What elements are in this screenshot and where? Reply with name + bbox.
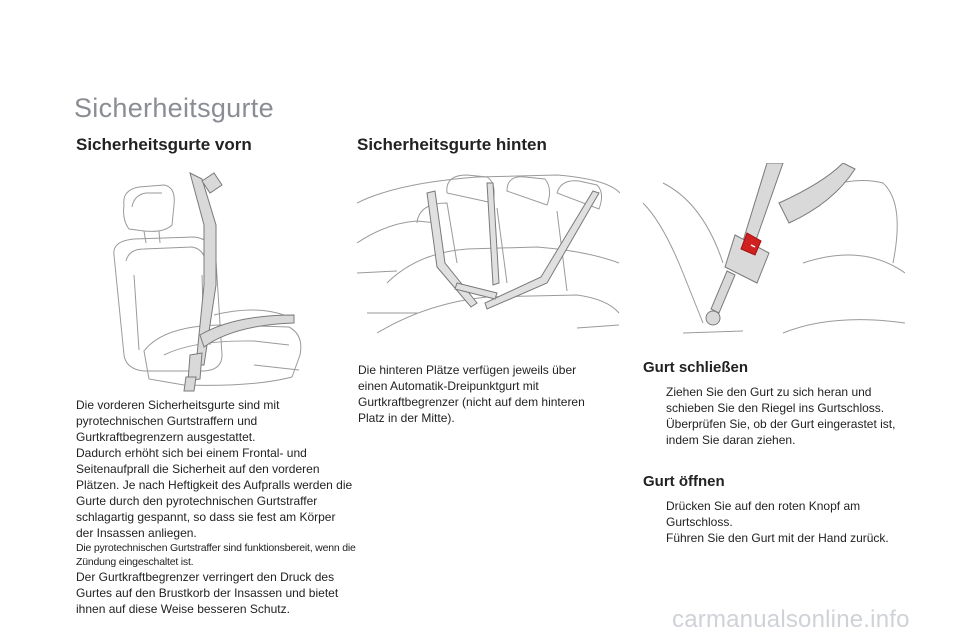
list-item — [644, 384, 909, 416]
step-text: Drücken Sie auf den roten Knopf am Gurtschloss. — [666, 499, 861, 529]
front-belts-para-2: Dadurch erhöht sich bei einem Frontal- und Seitenaufprall die Sicherheit auf den vorderen Plätzen. Je nach Heftigkeit des Aufpralls werden die Gurte durch den pyrotechnischen Gurtstraffer schlagartig gespannt, so dass sie fest am Körper der Insassen anliegen. — [76, 446, 353, 540]
front-belts-para-3: Der Gurtkraftbegrenzer verringert den Druck des Gurtes auf den Brustkorb der Insassen und bietet ihnen auf diese Weise besseren Schutz. — [76, 570, 339, 616]
front-seat-illustration — [104, 165, 309, 393]
close-belt-steps — [644, 384, 909, 448]
buckle-illustration — [643, 163, 905, 340]
watermark: carmanualsonline.info — [672, 606, 910, 633]
step-text: Überprüfen Sie, ob der Gurt eingerastet ist, indem Sie daran ziehen. — [666, 417, 896, 447]
front-belts-note: Die pyrotechnischen Gurtstraffer sind funktionsbereit, wenn die Zündung eingeschaltet ist. — [76, 542, 356, 568]
front-belts-text — [76, 397, 356, 617]
list-item — [644, 498, 909, 530]
step-text: Ziehen Sie den Gurt zu sich heran und schieben Sie den Riegel ins Gurtschloss. — [666, 385, 885, 415]
open-belt-steps — [644, 498, 909, 546]
list-item — [644, 530, 909, 546]
close-belt-heading: Gurt schließen — [643, 359, 749, 376]
rear-seats-illustration — [357, 163, 620, 340]
front-belts-para-1: Die vorderen Sicherheitsgurte sind mit pyrotechnischen Gurtstraffern und Gurtkraftbegrenzern ausgestattet. — [76, 398, 280, 444]
list-item — [644, 416, 909, 448]
page-title: Sicherheitsgurte — [74, 93, 274, 123]
front-belts-heading: Sicherheitsgurte vorn — [76, 135, 252, 154]
step-text: Führen Sie den Gurt mit der Hand zurück. — [666, 531, 889, 545]
rear-belts-text: Die hinteren Plätze verfügen jeweils über einen Automatik-Dreipunktgurt mit Gurtkraftbegrenzer (nicht auf dem hinteren Platz in der Mitte). — [358, 363, 585, 425]
open-belt-heading: Gurt öffnen — [643, 473, 725, 490]
rear-belts-heading: Sicherheitsgurte hinten — [357, 135, 547, 154]
